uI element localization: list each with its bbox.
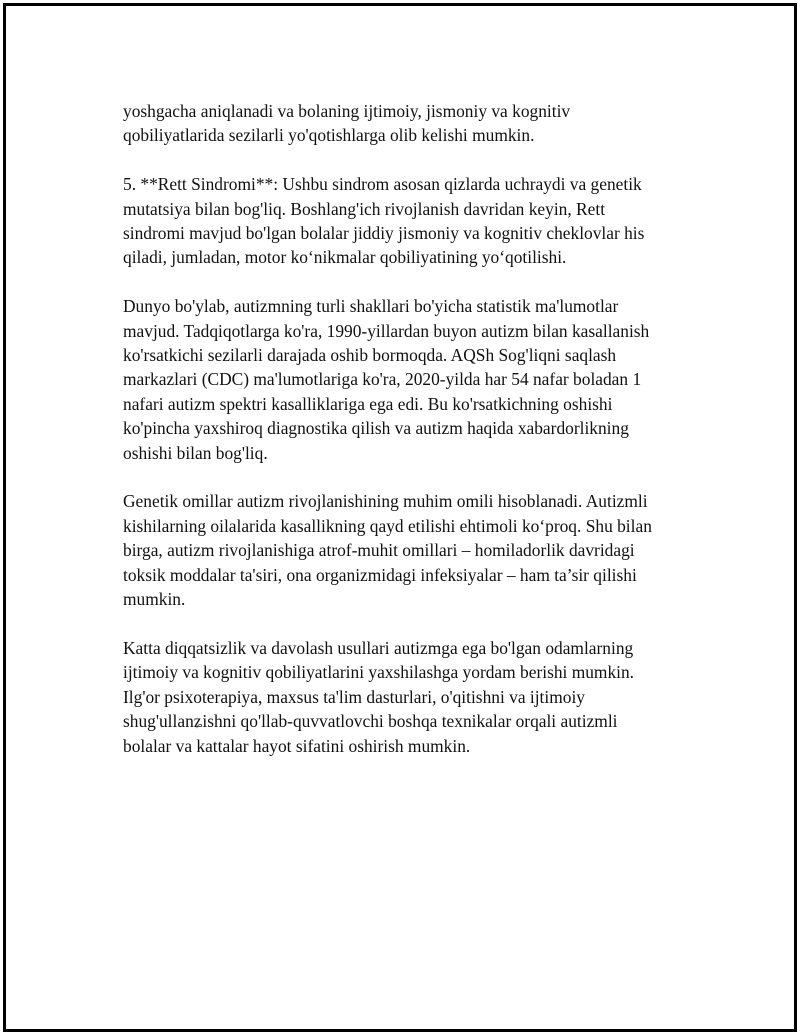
paragraph-3-statistics: Dunyo bo'ylab, autizmning turli shakllari bo'yicha statistik ma'lumotlar mavjud. Tadqiqotlarga ko'ra, 1990-yillardan buyon autizm bilan kasallanish ko'rsatkichi sezilarli darajada oshib bormoqda. AQSh Sog'liqni saqlash markazlari (CDC) ma'lumotlariga ko'ra, 2020-yilda har 54 nafar boladan 1 nafari autizm spektri kasalliklariga ega edi. Bu ko'rsatkichning oshishi ko'pincha yaxshiroq diagnostika qilish va autizm haqida xabardorlikning oshishi bilan bog'liq. — [123, 296, 650, 463]
page-content — [123, 99, 693, 782]
page-frame — [3, 3, 797, 1032]
paragraph-2-rett-syndrome: 5. **Rett Sindromi**: Ushbu sindrom asosan qizlarda uchraydi va genetik mutatsiya bilan bog'liq. Boshlang'ich rivojlanish davridan keyin, Rett sindromi mavjud bo'lgan bolalar jiddiy jismoniy va kognitiv cheklovlar his qiladi, jumladan, motor ko‘nikmalar qobiliyatining yo‘qotilishi. — [123, 174, 645, 268]
paragraph-1: yoshgacha aniqlanadi va bolaning ijtimoiy, jismoniy va kognitiv qobiliyatlarida sezilarli yo'qotishlarga olib kelishi mumkin. — [123, 101, 571, 146]
paragraph-4-genetic-factors: Genetik omillar autizm rivojlanishining muhim omili hisoblanadi. Autizmli kishilarning oilalarida kasallikning qayd etilishi ehtimoli ko‘proq. Shu bilan birga, autizm rivojlanishiga atrof-muhit omillari – homiladorlik davridagi toksik moddalar ta'siri, ona organizmidagi infeksiyalar – ham ta’sir qilishi mumkin. — [123, 491, 652, 610]
paragraph-5-treatment: Katta diqqatsizlik va davolash usullari autizmga ega bo'lgan odamlarning ijtimoiy va kognitiv qobiliyatlarini yaxshilashga yordam berishi mumkin. Ilg'or psixoterapiya, maxsus ta'lim dasturlari, o'qitishni va ijtimoiy shug'ullanʑishni qo'llab-quvvatlovchi boshqa texnikalar orqali autizmli bolalar va kattalar hayot sifatini oshirish mumkin. — [123, 637, 635, 756]
